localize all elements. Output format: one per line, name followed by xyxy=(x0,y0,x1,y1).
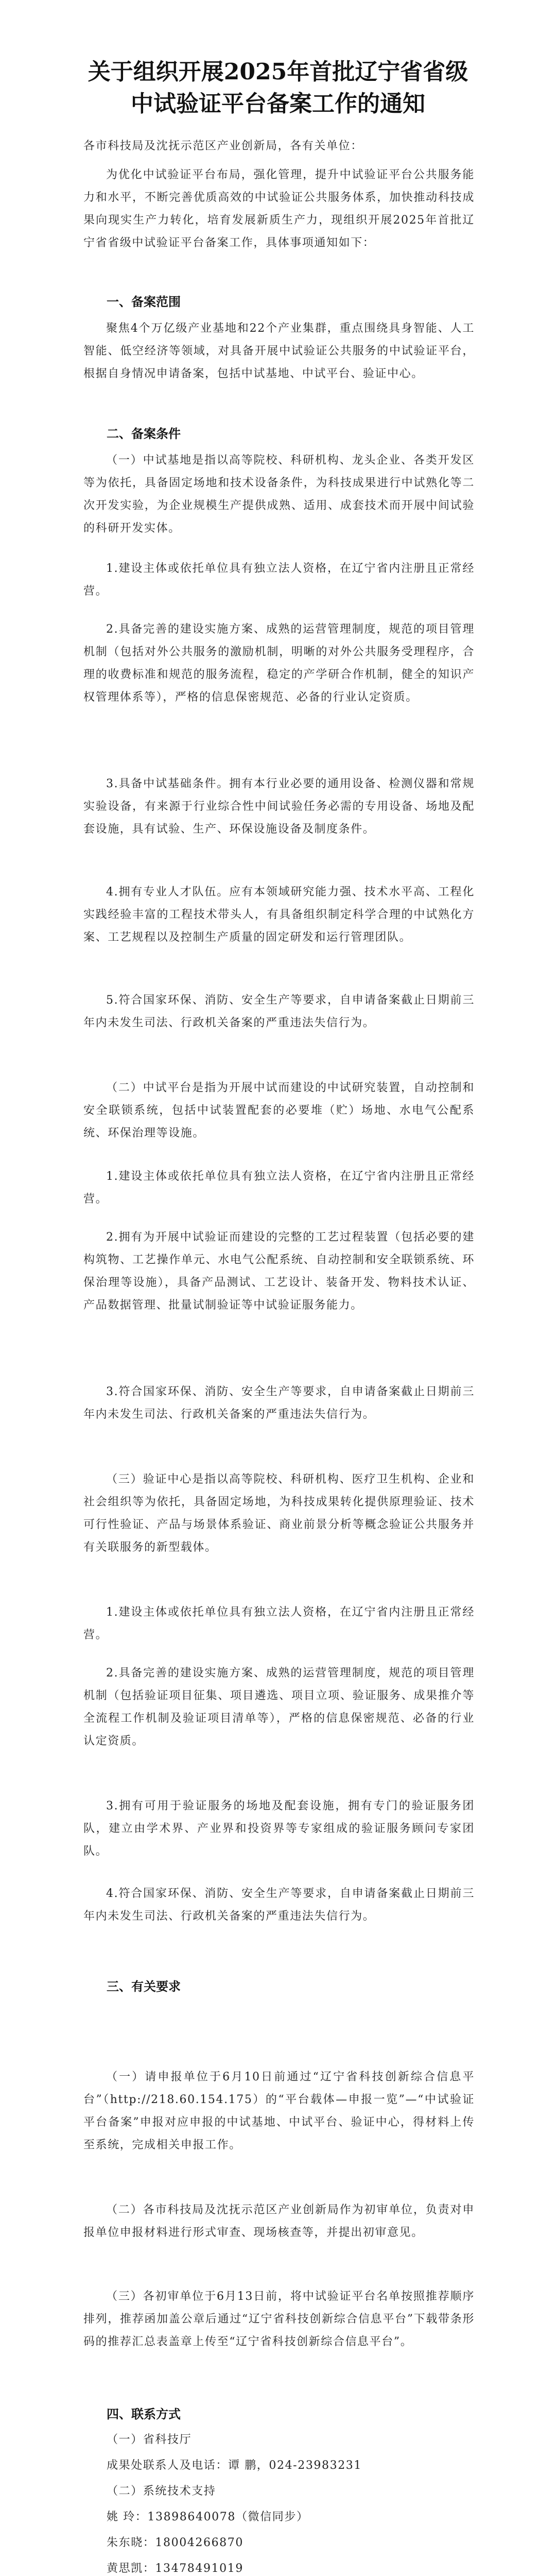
section-2-part-2-item-1: 1.建设主体或依托单位具有独立法人资格，在辽宁省内注册且正常经营。 xyxy=(83,1170,475,1206)
section-2-part-1-item-4: 4.拥有专业人才队伍。应有本领域研究能力强、技术水平高、工程化实践经验丰富的工程技术带头人，有具备组织制定科学合理的中试熟化方案、工艺规程以及控制生产质量的固定研发和运行管理团队。 xyxy=(83,886,475,944)
section-2-part-1-intro: （一）中试基地是指以高等院校、科研机构、龙头企业、各类开发区等为依托，具备固定场地和技术设备条件，为科技成果进行中试熟化等二次开发实验，为企业规模生产提供成熟、适用、成套技术而开展中间试验的科研开发实体。 xyxy=(83,454,475,535)
intro-paragraph: 为优化中试验证平台布局，强化管理，提升中试验证平台公共服务能力和水平，不断完善优质高效的中试验证公共服务体系，加快推动科技成果向现实生产力转化，培育发展新质生产力，现组织开展2025年首批辽宁省省级中试验证平台备案工作，具体事项通知如下： xyxy=(83,168,475,249)
tech-contact-1: 姚 玲：13898640078（微信同步） xyxy=(107,2511,309,2523)
section-2-part-1-item-1: 1.建设主体或依托单位具有独立法人资格，在辽宁省内注册且正常经营。 xyxy=(83,562,475,598)
addressee: 各市科技局及沈抚示范区产业创新局，各有关单位： xyxy=(83,140,363,152)
document-title-line-1: 关于组织开展2025年首批辽宁省省级 xyxy=(88,59,468,85)
section-1-body: 聚焦4个万亿级产业基地和22个产业集群，重点围绕具身智能、人工智能、低空经济等领域，对具备开展中试验证公共服务的中试验证平台，根据自身情况申请备案，包括中试基地、中试平台、验证中心。 xyxy=(83,322,475,380)
section-2-part-2-intro: （二）中试平台是指为开展中试而建设的中试研究装置，自动控制和安全联锁系统，包括中试装置配套的必要堆（贮）场地、水电气公配系统、环保治理等设施。 xyxy=(83,1081,475,1140)
section-2-part-2-item-2: 2.拥有为开展中试验证而建设的完整的工艺过程装置（包括必要的建构筑物、工艺操作单元、水电气公配系统、自动控制和安全联锁系统、环保治理等设施），具备产品测试、工艺设计、装备开发、物料技术认证、产品数据管理、批量试制验证等中试验证服务能力。 xyxy=(83,1231,475,1312)
section-2-part-2-item-3: 3.符合国家环保、消防、安全生产等要求，自申请备案截止日期前三年内未发生司法、行政机关备案的严重违法失信行为。 xyxy=(83,1385,475,1421)
section-3-item-3: （三）各初审单位于6月13日前，将中试验证平台名单按照推荐顺序排列，推荐函加盖公章后通过“辽宁省科技创新综合信息平台”下载带条形码的推荐汇总表盖章上传至“辽宁省科技创新综合信息平台”。 xyxy=(83,2290,475,2348)
contact-office-person: 成果处联系人及电话：谭 鹏，024-23983231 xyxy=(107,2459,362,2472)
section-2-part-1-item-5: 5.符合国家环保、消防、安全生产等要求，自申请备案截止日期前三年内未发生司法、行政机关备案的严重违法失信行为。 xyxy=(83,994,475,1029)
contact-office: （一）省科技厅 xyxy=(107,2433,192,2446)
section-4-heading: 四、联系方式 xyxy=(107,2407,181,2421)
tech-contact-2: 朱东晓：18004266870 xyxy=(107,2536,244,2549)
contact-tech-support: （二）系统技术支持 xyxy=(107,2485,216,2498)
tech-contact-3: 黄思凯：13478491019 xyxy=(107,2562,244,2575)
section-3-item-2: （二）各市科技局及沈抚示范区产业创新局作为初审单位，负责对申报单位申报材料进行形式审查、现场核查等，并提出初审意见。 xyxy=(83,2204,475,2239)
section-2-part-3-item-4: 4.符合国家环保、消防、安全生产等要求，自申请备案截止日期前三年内未发生司法、行政机关备案的严重违法失信行为。 xyxy=(83,1887,475,1923)
section-3-heading: 三、有关要求 xyxy=(107,1979,181,1994)
section-2-heading: 二、备案条件 xyxy=(107,427,181,441)
section-2-part-3-item-1: 1.建设主体或依托单位具有独立法人资格，在辽宁省内注册且正常经营。 xyxy=(83,1606,475,1641)
section-2-part-1-item-2: 2.具备完善的建设实施方案、成熟的运营管理制度，规范的项目管理机制（包括对外公共服务的激励机制，明晰的对外公共服务受理程序，合理的收费标准和规范的服务流程，稳定的产学研合作机制，健全的知识产权管理体系等），严格的信息保密规范、必备的行业认定资质。 xyxy=(83,623,475,704)
section-2-part-1-item-3: 3.具备中试基础条件。拥有本行业必要的通用设备、检测仪器和常规实验设备，有来源于行业综合性中间试验任务必需的专用设备、场地及配套设施，具有试验、生产、环保设施设备及制度条件。 xyxy=(83,777,475,836)
section-2-part-3-item-2: 2.具备完善的建设实施方案、成熟的运营管理制度，规范的项目管理机制（包括验证项目征集、项目遴选、项目立项、验证服务、成果推介等全流程工作机制及验证项目清单等），严格的信息保密规范、必备的行业认定资质。 xyxy=(83,1667,475,1748)
section-3-item-1: （一）请申报单位于6月10日前通过“辽宁省科技创新综合信息平台”（http://218.60.154.175）的“平台载体—申报一览”—“中试验证平台备案”申报对应申报的中试基地、中试平台、验证中心，得材料上传至系统，完成相关申报工作。 xyxy=(83,2071,475,2151)
section-2-part-3-intro: （三）验证中心是指以高等院校、科研机构、医疗卫生机构、企业和社会组织等为依托，具备固定场地，为科技成果转化提供原理验证、技术可行性验证、产品与场景体系验证、商业前景分析等概念验证公共服务并有关联服务的新型载体。 xyxy=(83,1473,475,1554)
section-2-part-3-item-3: 3.拥有可用于验证服务的场地及配套设施，拥有专门的验证服务团队，建立由学术界、产业界和投资界等专家组成的验证服务顾问专家团队。 xyxy=(83,1800,475,1858)
section-1-heading: 一、备案范围 xyxy=(107,295,181,309)
document-title-line-2: 中试验证平台备案工作的通知 xyxy=(131,91,425,117)
